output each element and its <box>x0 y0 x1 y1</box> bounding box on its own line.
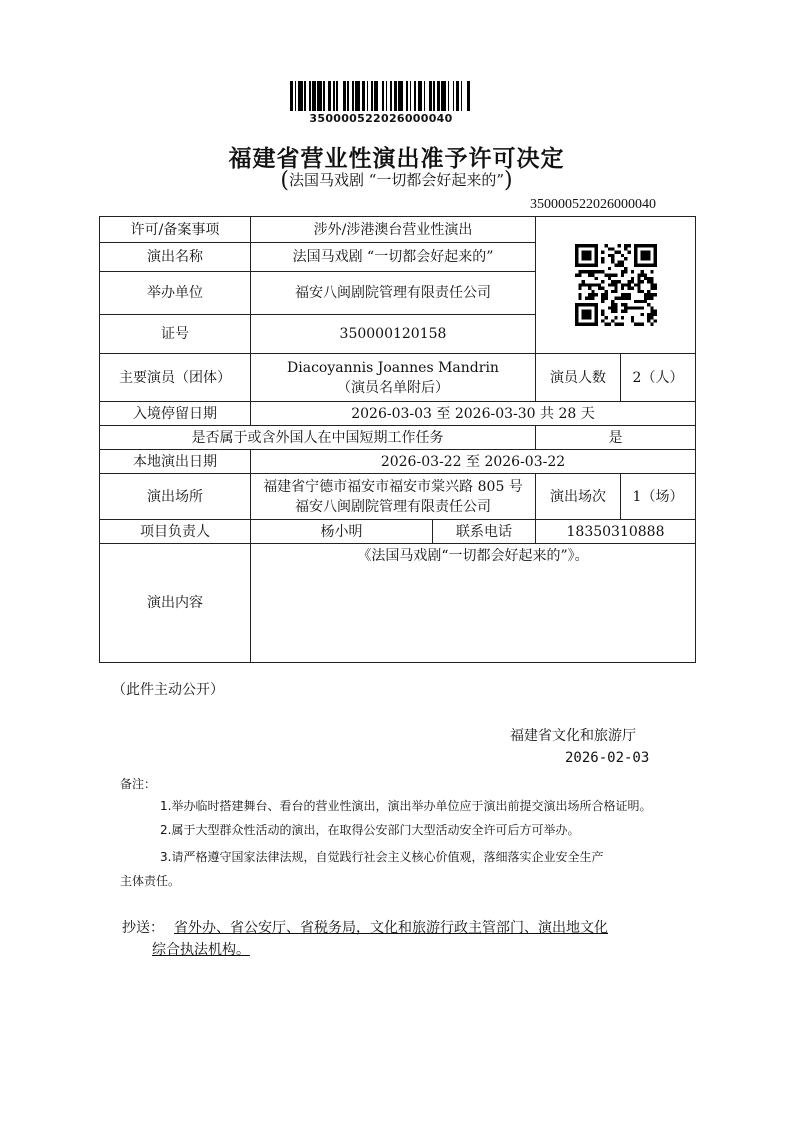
table-row <box>100 474 696 520</box>
organizer-value: 福安八闽剧院管理有限责任公司 <box>251 272 536 315</box>
barcode <box>290 81 472 111</box>
public-note: （此件主动公开） <box>112 682 224 698</box>
shows-value: 1（场） <box>621 474 696 520</box>
content-value: 《法国马戏剧“一切都会好起来的”》。 <box>251 544 696 663</box>
cc-recipients-cont: 综合执法机构。 <box>152 942 250 958</box>
table-row <box>100 402 696 426</box>
cc-block <box>122 917 682 961</box>
local-date-value: 2026-03-22 至 2026-03-22 <box>251 450 696 474</box>
permit-type-value: 涉外/涉港澳台营业性演出 <box>251 217 536 243</box>
permit-type-label: 许可/备案事项 <box>100 217 251 243</box>
page-title: 福建省营业性演出准予许可决定 <box>228 146 565 172</box>
table-row <box>100 450 696 474</box>
foreign-work-label: 是否属于或含外国人在中国短期工作任务 <box>100 426 536 450</box>
performer-count-label: 演员人数 <box>536 354 621 402</box>
qr-code <box>575 244 657 326</box>
note-item: 主体责任。 <box>120 874 181 888</box>
license-label: 证号 <box>100 315 251 354</box>
cc-label: 抄送： <box>122 920 164 936</box>
performers-note: （演员名单附后） <box>337 379 449 396</box>
stay-value: 2026-03-03 至 2026-03-30 共 28 天 <box>251 402 696 426</box>
table-row <box>100 520 696 544</box>
subtitle-text: 法国马戏剧 “一切都会好起来的” <box>288 171 505 189</box>
page-subtitle: (法国马戏剧 “一切都会好起来的”) <box>280 168 513 193</box>
issue-date: 2026-02-03 <box>565 750 650 766</box>
performer-count-value: 2（人） <box>621 354 696 402</box>
license-value: 350000120158 <box>251 315 536 354</box>
performers-value: Diacoyannis Joannes Mandrin <box>287 359 499 376</box>
stay-label: 入境停留日期 <box>100 402 251 426</box>
qr-code-cell <box>536 217 696 354</box>
phone-label: 联系电话 <box>433 520 536 544</box>
table-row <box>100 354 696 402</box>
barcode-number: 350000522026000040 <box>309 112 453 125</box>
performers-label: 主要演员（团体） <box>100 354 251 402</box>
cc-recipients: 省外办、省公安厅、省税务局，文化和旅游行政主管部门、演出地文化 <box>174 920 608 936</box>
note-item: 2.属于大型群众性活动的演出，在取得公安部门大型活动安全许可后方可举办。 <box>160 823 580 837</box>
note-item: 1.举办临时搭建舞台、看台的营业性演出，演出举办单位应于演出前提交演出场所合格证明。 <box>160 799 652 813</box>
table-row <box>100 426 696 450</box>
show-name-label: 演出名称 <box>100 243 251 272</box>
document-number: 350000522026000040 <box>530 197 656 212</box>
foreign-work-value: 是 <box>536 426 696 450</box>
table-row <box>100 217 696 243</box>
notes-label: 备注： <box>120 777 157 791</box>
organizer-label: 举办单位 <box>100 272 251 315</box>
performers-cell <box>251 354 536 402</box>
venue-label: 演出场所 <box>100 474 251 520</box>
note-item: 3.请严格遵守国家法律法规，自觉践行社会主义核心价值观，落细落实企业安全生产 <box>160 850 604 864</box>
venue-value: 福建省宁德市福安市福安市棠兴路 805 号福安八闽剧院管理有限责任公司 <box>251 474 536 520</box>
permit-table <box>99 216 696 663</box>
table-row <box>100 544 696 663</box>
show-name-value: 法国马戏剧 “一切都会好起来的” <box>251 243 536 272</box>
manager-label: 项目负责人 <box>100 520 251 544</box>
local-date-label: 本地演出日期 <box>100 450 251 474</box>
issuer: 福建省文化和旅游厅 <box>510 728 636 744</box>
shows-label: 演出场次 <box>536 474 621 520</box>
content-label: 演出内容 <box>100 544 251 663</box>
phone-value: 18350310888 <box>536 520 696 544</box>
manager-value: 杨小明 <box>251 520 433 544</box>
